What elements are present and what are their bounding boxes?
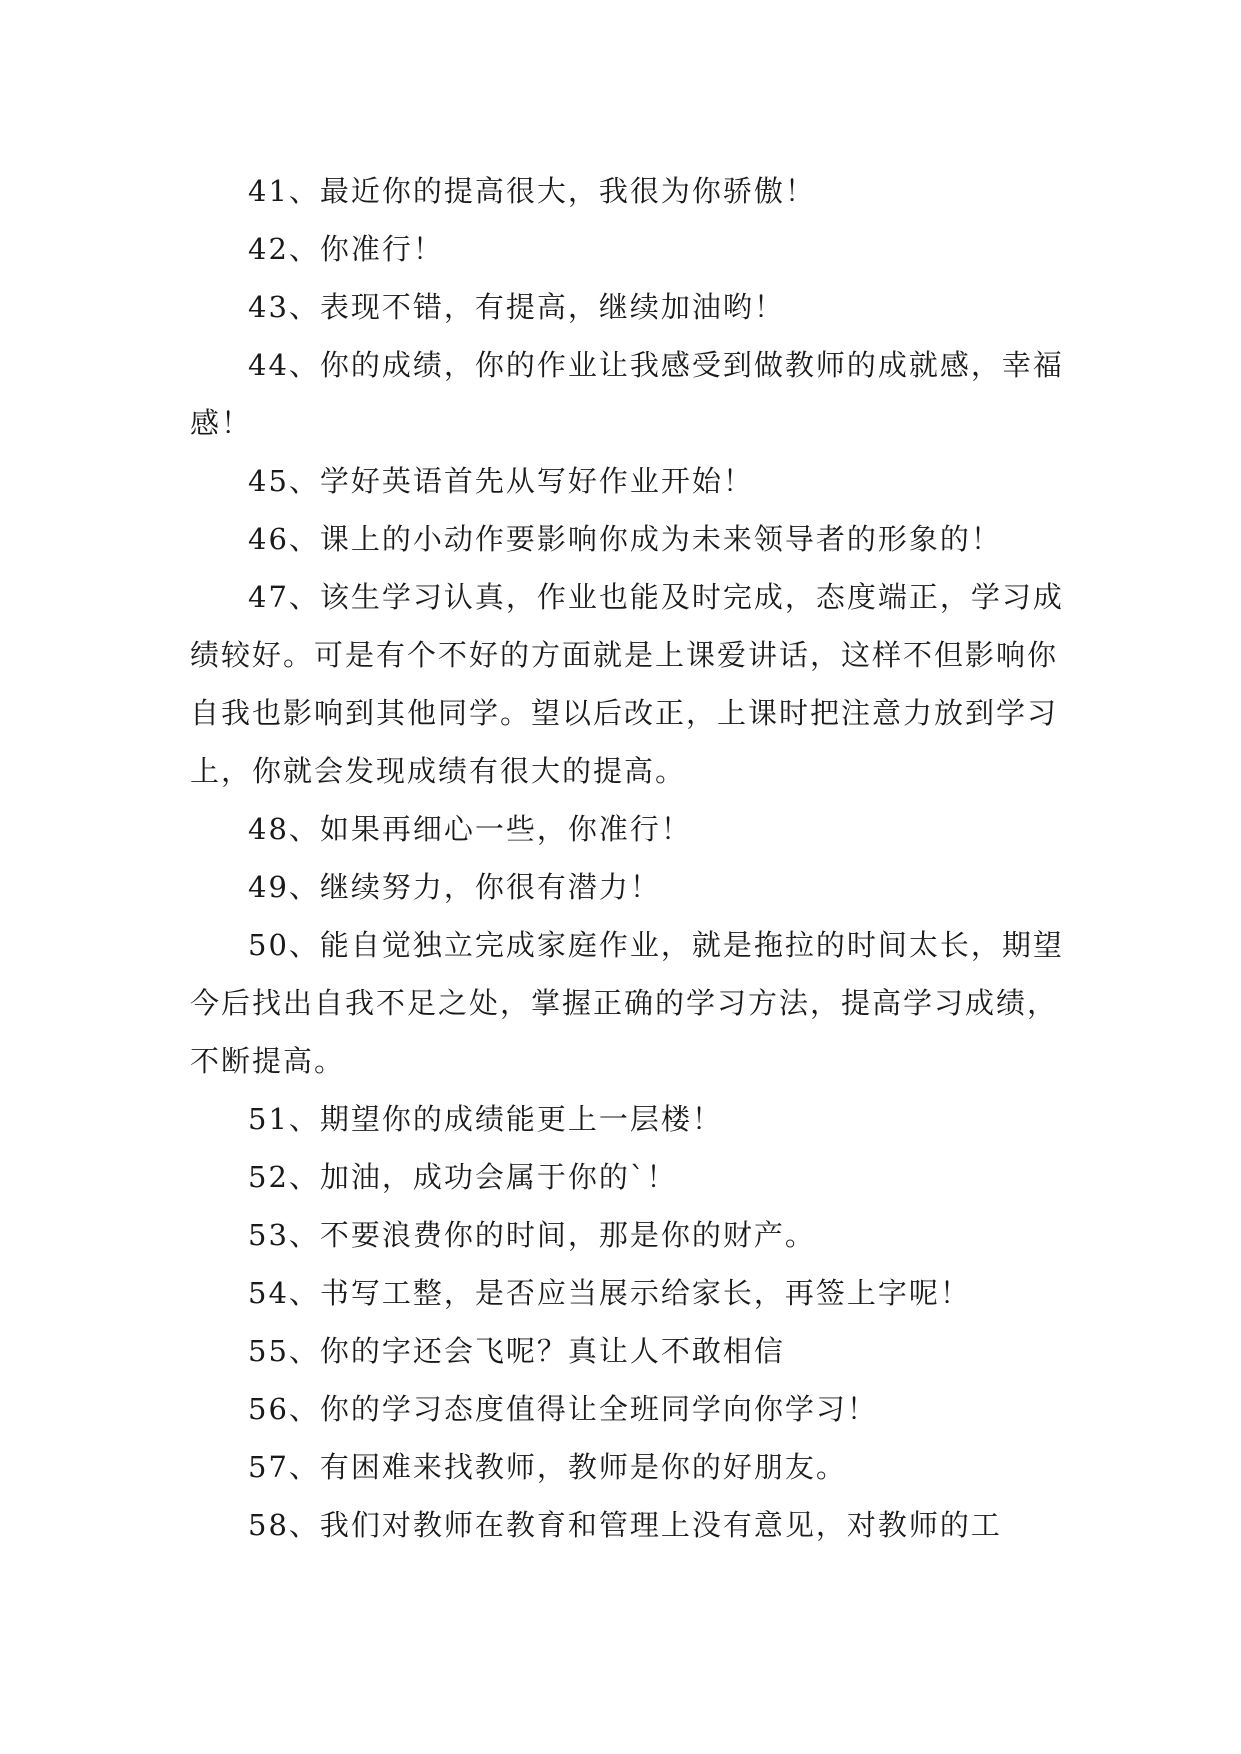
document-body — [190, 162, 1070, 1554]
paragraph-55: 55、你的字还会飞呢？真让人不敢相信 — [248, 1334, 785, 1368]
paragraph-54: 54、书写工整，是否应当展示给家长，再签上字呢！ — [248, 1276, 971, 1310]
paragraph-47: 47、该生学习认真，作业也能及时完成，态度端正，学习成绩较好。可是有个不好的方面就是上课爱讲话，这样不但影响你自我也影响到其他同学。望以后改正，上课时把注意力放到学习上，你就会发现成绩有很大的提高。 — [190, 580, 1064, 788]
paragraph-45: 45、学好英语首先从写好作业开始！ — [248, 464, 754, 498]
paragraph-49: 49、继续努力，你很有潜力！ — [248, 870, 661, 904]
paragraph-51: 51、期望你的成绩能更上一层楼！ — [248, 1102, 723, 1136]
paragraph-48: 48、如果再细心一些，你准行！ — [248, 812, 692, 846]
paragraph-50: 50、能自觉独立完成家庭作业，就是拖拉的时间太长，期望今后找出自我不足之处，掌握正确的学习方法，提高学习成绩，不断提高。 — [190, 928, 1064, 1078]
paragraph-43: 43、表现不错，有提高，继续加油哟！ — [248, 290, 785, 324]
paragraph-41: 41、最近你的提高很大，我很为你骄傲！ — [248, 174, 816, 208]
paragraph-57: 57、有困难来找教师，教师是你的好朋友。 — [248, 1450, 847, 1484]
paragraph-52: 52、加油，成功会属于你的`！ — [248, 1160, 678, 1194]
paragraph-46: 46、课上的小动作要影响你成为未来领导者的形象的！ — [248, 522, 1002, 556]
paragraph-53: 53、不要浪费你的时间，那是你的财产。 — [248, 1218, 816, 1252]
paragraph-56: 56、你的学习态度值得让全班同学向你学习！ — [248, 1392, 878, 1426]
paragraph-58: 58、我们对教师在教育和管理上没有意见，对教师的工 — [248, 1508, 1002, 1542]
paragraph-42: 42、你准行！ — [248, 232, 444, 266]
paragraph-44: 44、你的成绩，你的作业让我感受到做教师的成就感，幸福感！ — [190, 348, 1064, 440]
